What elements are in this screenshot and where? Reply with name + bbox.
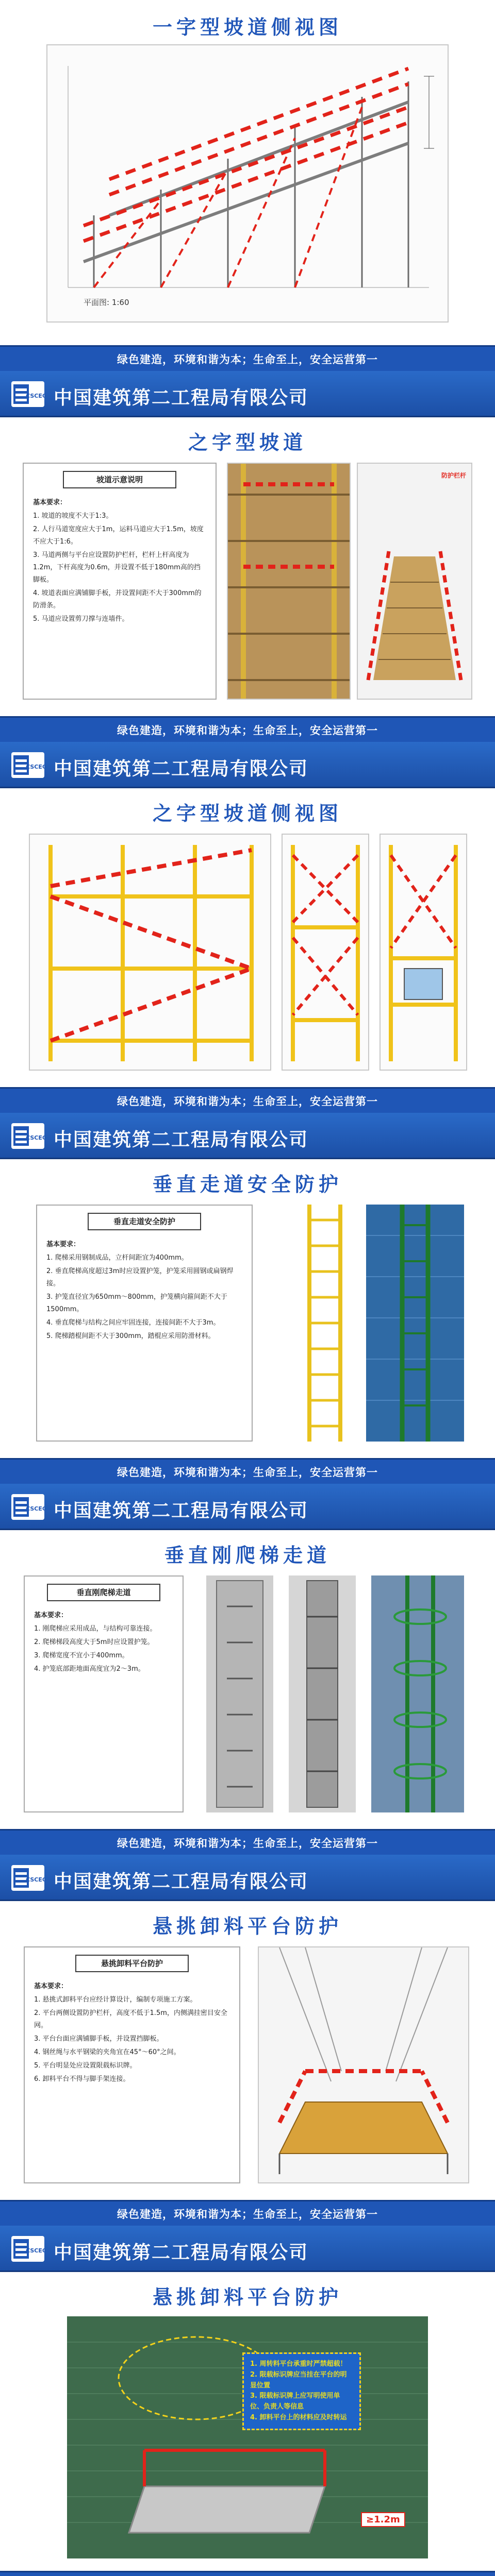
slide-title: 悬挑卸料平台防护 — [152, 1914, 342, 1938]
card-line: 1. 爬梯采用钢制成品，立杆间距宜为400mm。 — [46, 1254, 188, 1262]
slide-title: 之字型坡道侧视图 — [152, 802, 342, 825]
company-name: 中国建筑第二工程局有限公司 — [54, 1500, 309, 1521]
card-line: 3. 马道两侧与平台应设置防护栏杆，栏杆上杆高度为1.2m，下杆高度为0.6m，并设置不低于180mm高的挡脚板。 — [33, 551, 201, 584]
slide-steel-ladder — [0, 1484, 495, 1855]
requirements-card — [24, 1575, 184, 1812]
slide-footer: 绿色建造，环境和谐为本；生命至上，安全运营第一 — [0, 716, 495, 742]
slide-cantilever-platform-photo — [0, 2226, 495, 2576]
card-line: 4. 钢丝绳与水平钢梁的夹角宜在45°～60°之间。 — [34, 2048, 180, 2057]
ramp-section-b — [380, 834, 467, 1071]
platform-site-photo — [67, 2316, 428, 2558]
requirements-card — [24, 1946, 240, 2183]
company-header — [0, 742, 495, 788]
card-line: 1. 坡道的坡度不大于1:3。 — [33, 512, 113, 520]
zigzag-side-drawing — [29, 834, 271, 1071]
callout-line: 4. 卸料平台上的材料应及时转运 — [250, 2413, 347, 2421]
ramp-render — [357, 463, 472, 700]
ladder-drawing — [294, 1205, 356, 1442]
card-line: 5. 马道应设置剪刀撑与连墙件。 — [33, 615, 129, 623]
slide-footer: 绿色建造，环境和谐为本；生命至上，安全运营第一 — [0, 1458, 495, 1484]
company-logo — [11, 1865, 44, 1891]
slide-title: 垂直刚爬梯走道 — [164, 1544, 331, 1567]
guardrail-tag: 防护栏杆 — [441, 472, 466, 479]
cage-ladder-photo — [371, 1575, 464, 1812]
slide-zigzag-side-view — [0, 742, 495, 1113]
platform-render — [258, 1946, 469, 2183]
slide-title: 一字型坡道侧视图 — [152, 15, 342, 39]
card-line: 2. 爬梯梯段高度大于5m时应设置护笼。 — [34, 1638, 154, 1647]
company-logo — [11, 1494, 44, 1520]
ramp-section-a — [282, 834, 369, 1071]
zigzag-ramp-photo — [227, 463, 351, 700]
ladder-elevation-b — [289, 1575, 356, 1812]
slide-title: 之字型坡道 — [188, 431, 307, 454]
card-line: 2. 平台两侧设置防护栏杆，高度不低于1.5m，内侧满挂密目安全网。 — [34, 2009, 227, 2030]
card-line: 1. 悬挑式卸料平台应经计算设计，编制专项施工方案。 — [34, 1996, 197, 2004]
company-header — [0, 2226, 495, 2272]
slide-cantilever-platform — [0, 1855, 495, 2226]
slide-footer: 绿色建造，环境和谐为本；生命至上，安全运营第一 — [0, 1087, 495, 1113]
card-line: 2. 垂直爬梯高度超过3m时应设置护笼，护笼采用圆钢或扁钢焊接。 — [46, 1267, 234, 1288]
slide-zigzag-ramp — [0, 371, 495, 742]
card-line: 基本要求： — [33, 499, 67, 506]
card-line: 3. 平台台面应满铺脚手板，并设置挡脚板。 — [34, 2035, 163, 2043]
company-logo — [11, 381, 44, 407]
slide-title: 垂直走道安全防护 — [152, 1173, 342, 1196]
company-name: 中国建筑第二工程局有限公司 — [54, 1129, 309, 1150]
card-heading: 坡道示意说明 — [63, 471, 176, 488]
card-heading: 垂直刚爬梯走道 — [47, 1584, 160, 1601]
card-line: 4. 垂直爬梯与结构之间应牢固连接，连接间距不大于3m。 — [46, 1319, 220, 1327]
company-header — [0, 371, 495, 417]
callout-line: 1. 周转料平台承重时严禁超载！ — [250, 2360, 347, 2368]
company-name: 中国建筑第二工程局有限公司 — [54, 758, 309, 779]
company-name: 中国建筑第二工程局有限公司 — [54, 1871, 309, 1892]
ladder-photo — [366, 1205, 464, 1442]
slide-vertical-walkway — [0, 1113, 495, 1484]
scale-label: 平面图: 1:60 — [84, 298, 129, 307]
card-line: 基本要求： — [34, 1612, 68, 1619]
requirements-card — [23, 463, 217, 700]
card-line: 3. 护笼直径宜为650mm～800mm，护笼横向箍间距不大于1500mm。 — [46, 1293, 227, 1314]
card-line: 5. 爬梯踏棍间距不大于300mm，踏棍应采用防滑材料。 — [46, 1332, 215, 1341]
card-line: 6. 卸料平台不得与脚手架连接。 — [34, 2075, 130, 2083]
card-line: 3. 爬梯宽度不宜小于400mm。 — [34, 1652, 129, 1660]
card-line: 基本要求： — [34, 1982, 68, 1990]
slide-title: 悬挑卸料平台防护 — [152, 2285, 342, 2309]
height-dimension-label: ≥1.2m — [361, 2512, 405, 2527]
card-line: 4. 护笼底部距地面高度宜为2～3m。 — [34, 1665, 145, 1673]
slide-footer — [0, 2571, 495, 2576]
card-heading: 垂直走道安全防护 — [88, 1213, 201, 1230]
callout-line: 2. 限载标识牌应当挂在平台的明显位置 — [250, 2370, 347, 2389]
callout-line: 3. 限载标识牌上应写明使用单位、负责人等信息 — [250, 2392, 340, 2411]
requirements-card — [36, 1205, 253, 1442]
company-header — [0, 1855, 495, 1901]
card-line: 5. 平台明显处应设置限载标识牌。 — [34, 2062, 137, 2070]
card-heading: 悬挑卸料平台防护 — [75, 1955, 189, 1972]
company-header — [0, 1113, 495, 1159]
company-header — [0, 1484, 495, 1530]
company-logo — [11, 752, 44, 778]
card-line: 1. 刚爬梯应采用成品，与结构可靠连接。 — [34, 1625, 157, 1633]
card-line: 2. 人行马道宽度应大于1m，运料马道应大于1.5m，坡度不应大于1:6。 — [33, 526, 204, 546]
company-name: 中国建筑第二工程局有限公司 — [54, 2242, 309, 2263]
company-logo — [11, 1123, 44, 1149]
load-limit-callout — [242, 2352, 361, 2430]
ramp-side-drawing — [46, 44, 449, 323]
company-name: 中国建筑第二工程局有限公司 — [54, 387, 309, 409]
company-logo — [11, 2236, 44, 2262]
slide-footer: 绿色建造，环境和谐为本；生命至上，安全运营第一 — [0, 345, 495, 371]
ladder-elevation-a — [206, 1575, 273, 1812]
card-line: 基本要求： — [46, 1241, 80, 1248]
slide-footer: 绿色建造，环境和谐为本；生命至上，安全运营第一 — [0, 2200, 495, 2226]
slide-footer: 绿色建造，环境和谐为本；生命至上，安全运营第一 — [0, 1829, 495, 1855]
card-line: 4. 坡道表面应满铺脚手板，并设置间距不大于300mm的防滑条。 — [33, 589, 202, 610]
slide-ramp-side-view — [0, 0, 495, 371]
